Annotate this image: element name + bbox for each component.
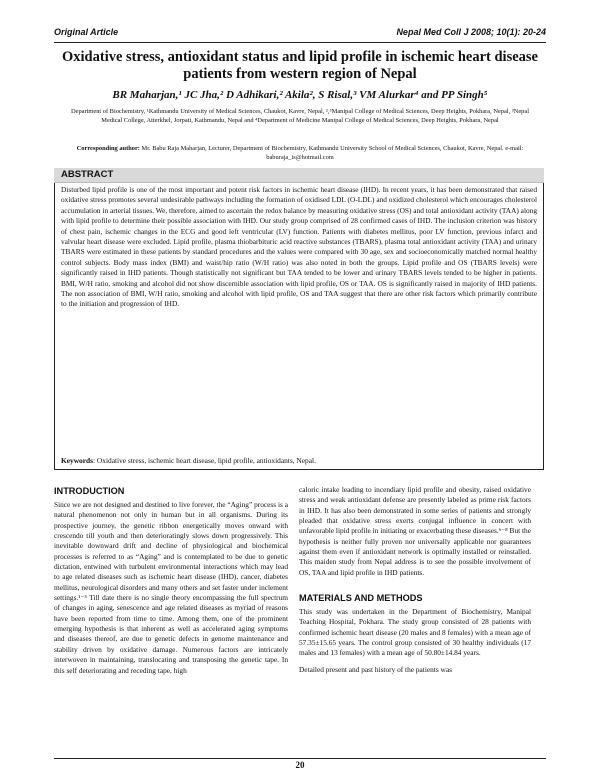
corresponding-label: Corresponding author: [76, 145, 140, 152]
running-header [54, 27, 546, 41]
right-column [299, 485, 531, 681]
page-number: 20 [295, 760, 305, 770]
abstract-text: Disturbed lipid profile is one of the most important and potent risk factors in ischemic heart disease (IHD). In recent years, it has been demonstrated that raised oxidative stress promotes several undesirable pathways including the formation of oxidised LDL (O-LDL) and oxidized cholesterol which encourages cholesterol accumulation in arterial tissues. We, therefore, aimed to ascertain the redox balance by measuring oxidative stress (OS) and total antioxidant activity (TAA) along with lipid profile to determine their possible association with IHD. Our study group comprised of 28 confirmed cases of IHD. The inclusion criterion was history of chest pain, ischemic changes in the ECG and good left ventricular (LV) function. Patients with diabetes mellitus, poor LV function, previous infarct and valvular heart disease were excluded. Lipid profile, plasma thiobarbituric acid reactive substances (TBARS), plasma total antioxidant activity (TAA) and urinary TBARS were estimated in these patients by standard procedures and the values were compared with 30 age, sex and socioeconomically matched normal healthy control subjects. Body mass index (BMI) and waist/hip ratio (W/H ratio) was also noted in both the groups. Lipid profile and OS (TBARS levels) were significantly raised in IHD patients. Though statistically not significant but TAA tended to be lower and urinary TBARS levels tended to be higher in patients. BMI, W/H ratio, smoking and alcohol did not show discernible association with lipid profile, OS or TAA. OS is significantly raised in majority of IHD patients. The non association of BMI, W/H ratio, smoking and alcohol with lipid profile, OS and TAA suggest that there are other risk factors which primarily contribute to the initiation and progression of IHD. [61, 185, 537, 309]
abstract-heading: ABSTRACT [61, 169, 114, 180]
author-list: BR Maharjan,¹ JC Jha,² D Adhikari,² Akila², S Risal,³ VM Alurkar⁴ and PP Singh⁵ [112, 89, 488, 101]
introduction-paragraph-right: caloric intake leading to incendiary lipid profile and obesity, raised oxidative stress and weak antioxidant defense are presently labeled as prime risk factors in IHD. It has also been demonstrated in some series of patients and strongly pleaded that oxidative stress exerts conjugal influence in concert with unfavorable lipid profile in initiating or exacerbating these diseases.⁶⁻⁸ But the hypothesis is neither fully proven nor universally applicable nor guarantees against them even if antioxidant network is optimally installed or reinstalled. This maiden study from Nepal address is to see the possible involvement of OS, TAA and lipid profile in IHD patients. [299, 485, 531, 577]
header-divider [54, 42, 546, 43]
article-title: Oxidative stress, antioxidant status and lipid profile in ischemic heart disease patients from western region of Nepal [62, 49, 538, 82]
abstract-header-bar [54, 168, 544, 183]
keywords-text: : Oxidative stress, ischemic heart disease, lipid profile, antioxidants, Nepal. [93, 456, 316, 465]
methods-heading: MATERIALS AND METHODS [299, 593, 423, 604]
keywords-label: Keywords [61, 456, 94, 465]
footer-divider [54, 758, 546, 759]
introduction-heading: INTRODUCTION [54, 486, 125, 496]
left-column [54, 485, 288, 682]
corresponding-author [60, 145, 540, 162]
introduction-paragraph-left: Since we are not designed and destined to live forever, the “Aging” process is a natural phenomenon not only in human but in all organisms. During its prospective journey, the genetic ribbon energetically moves onward with crescendo till youth and then deterioratingly slows down progressively. This inevitable downward drift and decline of physiological and biochemical processes is referred to as “Aging” and is contemplated to be due to genetic dictation, entwined with turbulent environmental interactions which may lead to age related diseases such as ischemic heart disease (IHD), cancer, diabetes mellitus, neurological disorders and many others and set faster under inclement settings.¹⁻⁵ Till date there is no single theory encompassing the full spectrum of changes in aging, senescence and age related diseases as myriad of reasons have been reported from time to time. Among them, one of the prominent emerging hypothesis is that inherent as well as accelerated aging symptoms and diseases thereof, are due to genetic defects in genome maintenance and stability driven by oxidative damage. Numerous factors are intricately interwoven in maintaining, translocating and transposing the genetic tape. In this self deteriorating and receding tape, high [54, 500, 288, 675]
corresponding-text: Mr. Babu Raja Maharjan, Lecturer, Department of Biochemistry, Kathmandu University School of Medical Sciences, Chaukot, Kavre, Nepal. e-mail: baburaja_is@hotmail.com [139, 145, 524, 161]
affiliations: Department of Biochemistry, ¹Kathmandu University of Medical Sciences, Chaukot, Kavre, Nepal, ²,⁵Manipal College of Medical Sciences, Deep Heights, Pokhara, Nepal, ³Nepal Medical College, Atterkhel, Jorpati, Kathmandu, Nepal and ⁴Department of Medicine Manipal College of Medical Sciences, Deep Heights, Pokhara, Nepal [71, 108, 529, 124]
journal-reference: Nepal Med Coll J 2008; 10(1): 20-24 [396, 27, 546, 37]
keywords-line [61, 456, 537, 466]
methods-paragraph-1: This study was undertaken in the Department of Biochemistry, Manipal Teaching Hospital, Pokhara. The study group consisted of 28 patients with confirmed ischemic heart disease (20 males and 8 females) with a mean age of 57.35±15.65 years. The control group consisted of 30 healthy individuals (17 males and 13 females) with a mean age of 50.80±14.84 years. [299, 607, 531, 658]
article-type: Original Article [54, 27, 119, 37]
methods-paragraph-2: Detailed present and past history of the patients was [299, 664, 452, 674]
